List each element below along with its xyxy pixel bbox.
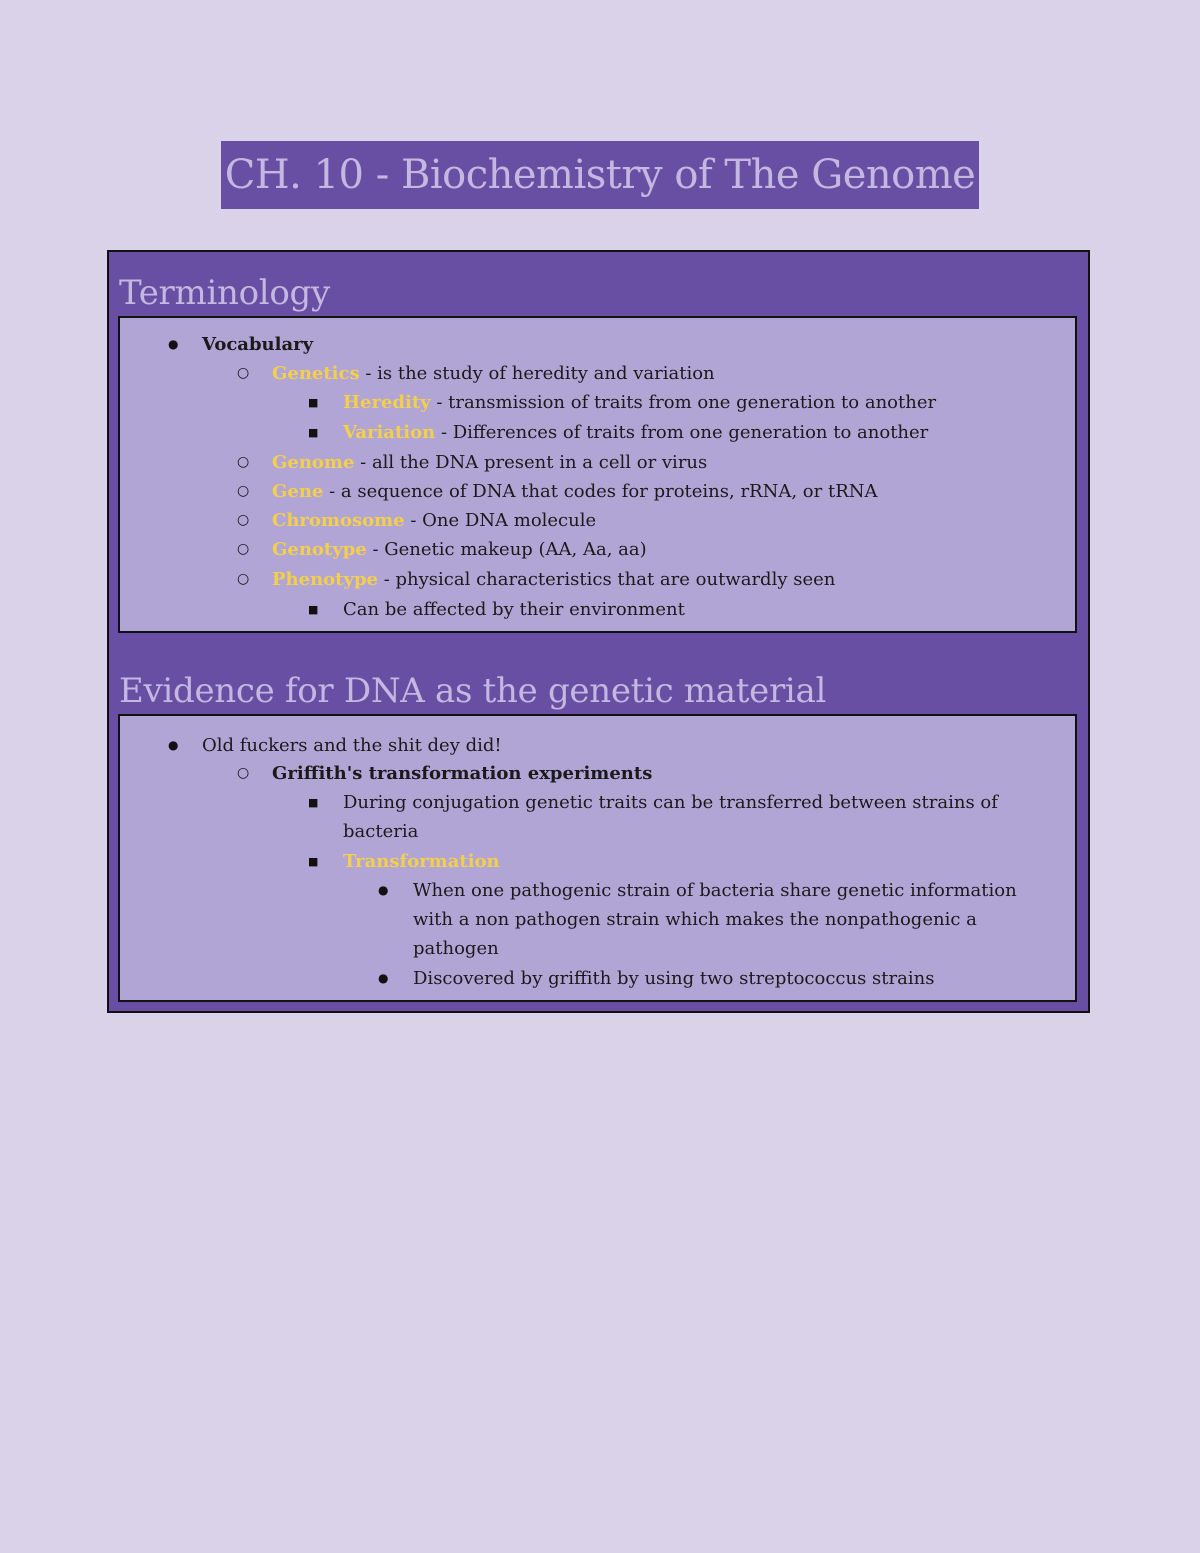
list-item-variation bbox=[343, 418, 928, 447]
conjugation-line-2: bacteria bbox=[343, 821, 419, 842]
term-variation: Variation bbox=[343, 422, 436, 443]
terminology-box bbox=[118, 316, 1077, 633]
bullet-circle-icon: ○ bbox=[237, 541, 250, 557]
conjugation-line-1: During conjugation genetic traits can be transferred between strains of bbox=[343, 792, 998, 813]
term-phenotype: Phenotype bbox=[272, 569, 378, 590]
definition-genetics: - is the study of heredity and variation bbox=[359, 363, 715, 384]
term-heredity: Heredity bbox=[343, 392, 431, 413]
griffith-label: Griffith's transformation experiments bbox=[272, 763, 653, 784]
bullet-disc-icon: ● bbox=[378, 883, 389, 897]
definition-variation: - Differences of traits from one generation to another bbox=[435, 422, 929, 443]
bullet-square-icon: ■ bbox=[308, 426, 319, 439]
bullet-circle-icon: ○ bbox=[237, 483, 250, 499]
transformation-line-2: with a non pathogen strain which makes the nonpathogenic a bbox=[413, 909, 977, 930]
bullet-circle-icon: ○ bbox=[237, 512, 250, 528]
evidence-heading: Evidence for DNA as the genetic material bbox=[119, 671, 827, 711]
bullet-square-icon: ■ bbox=[308, 603, 319, 616]
bullet-square-icon: ■ bbox=[308, 396, 319, 409]
list-item-heredity bbox=[343, 388, 936, 417]
transformation-label: Transformation bbox=[343, 851, 500, 872]
list-item-phenotype bbox=[272, 565, 835, 594]
bullet-square-icon: ■ bbox=[308, 855, 319, 868]
page-title: CH. 10 - Biochemistry of The Genome bbox=[221, 141, 980, 209]
list-item-chromosome bbox=[272, 506, 596, 535]
definition-heredity: - transmission of traits from one generation to another bbox=[430, 392, 937, 413]
evidence-box bbox=[118, 714, 1077, 1002]
list-item-genome bbox=[272, 448, 707, 477]
evidence-intro: Old fuckers and the shit dey did! bbox=[202, 735, 502, 756]
list-item-genetics bbox=[272, 359, 715, 388]
bullet-circle-icon: ○ bbox=[237, 571, 250, 587]
title-wrapper bbox=[0, 141, 1200, 209]
bullet-circle-icon: ○ bbox=[237, 454, 250, 470]
bullet-disc-icon: ● bbox=[168, 337, 179, 351]
phenotype-note: Can be affected by their environment bbox=[343, 599, 685, 620]
term-genetics: Genetics bbox=[272, 363, 360, 384]
term-gene: Gene bbox=[272, 481, 324, 502]
definition-chromosome: - One DNA molecule bbox=[404, 510, 597, 531]
bullet-disc-icon: ● bbox=[168, 738, 179, 752]
bullet-circle-icon: ○ bbox=[237, 765, 250, 781]
definition-genotype: - Genetic makeup (AA, Aa, aa) bbox=[366, 539, 647, 560]
transformation-line-1: When one pathogenic strain of bacteria share genetic information bbox=[413, 880, 1017, 901]
bullet-circle-icon: ○ bbox=[237, 365, 250, 381]
term-genotype: Genotype bbox=[272, 539, 367, 560]
bullet-square-icon: ■ bbox=[308, 796, 319, 809]
definition-gene: - a sequence of DNA that codes for proteins, rRNA, or tRNA bbox=[323, 481, 878, 502]
transformation-line-3: pathogen bbox=[413, 938, 499, 959]
definition-phenotype: - physical characteristics that are outwardly seen bbox=[377, 569, 836, 590]
terminology-heading: Terminology bbox=[119, 273, 330, 313]
term-genome: Genome bbox=[272, 452, 355, 473]
discovered-line: Discovered by griffith by using two streptococcus strains bbox=[413, 968, 935, 989]
definition-genome: - all the DNA present in a cell or virus bbox=[354, 452, 708, 473]
list-item-genotype bbox=[272, 535, 647, 564]
list-item-gene bbox=[272, 477, 878, 506]
bullet-disc-icon: ● bbox=[378, 971, 389, 985]
vocabulary-label: Vocabulary bbox=[202, 334, 314, 355]
notes-panel bbox=[107, 250, 1090, 1013]
term-chromosome: Chromosome bbox=[272, 510, 405, 531]
